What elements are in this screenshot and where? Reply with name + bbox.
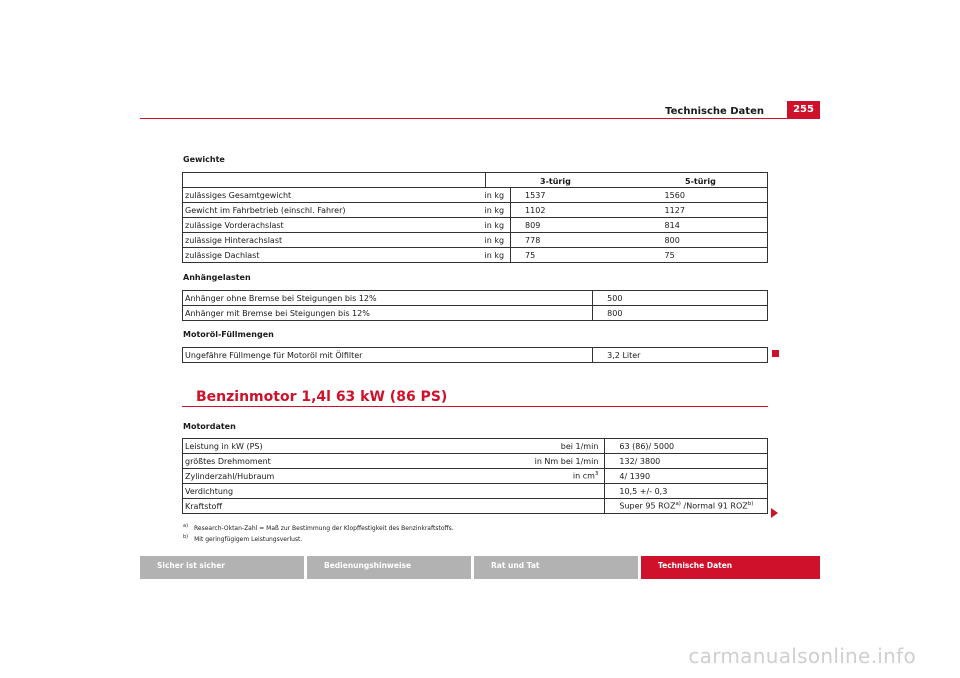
- row-unit: [582, 306, 593, 321]
- row-label: zulässige Vorderachslast: [183, 218, 483, 233]
- footnote-ref-a: a): [675, 501, 681, 508]
- footnote-mark-a: a): [183, 523, 189, 529]
- table-row: [183, 233, 768, 248]
- row-unit: in kg: [483, 233, 511, 248]
- section-label-motordaten: Motordaten: [183, 422, 236, 431]
- row-value-5-tuerig: 75: [651, 248, 768, 263]
- motordaten-table: [182, 438, 768, 514]
- row-value-5-tuerig: 1127: [651, 203, 768, 218]
- row-value-3-tuerig: 1537: [511, 188, 651, 203]
- section-label-motoroel: Motoröl-Füllmengen: [183, 330, 274, 339]
- anhaengelasten-table: [182, 290, 768, 321]
- table-row: [183, 203, 768, 218]
- fuel-normal: /Normal 91 ROZ: [680, 501, 748, 511]
- section-label-gewichte: Gewichte: [183, 155, 225, 164]
- header-divider: [140, 118, 820, 119]
- table-row: [183, 248, 768, 263]
- row-value: 4/ 1390: [605, 469, 768, 484]
- page-number-badge: 255: [787, 101, 820, 119]
- row-unit: in kg: [483, 248, 511, 263]
- row-label: Ungefähre Füllmenge für Motoröl mit Ölfilter: [183, 348, 583, 363]
- row-value: 500: [593, 291, 768, 306]
- row-unit: in kg: [483, 218, 511, 233]
- row-label: zulässige Dachlast: [183, 248, 483, 263]
- gewichte-header-box: [182, 172, 768, 187]
- row-label: Anhänger mit Bremse bei Steigungen bis 12%: [183, 306, 583, 321]
- row-value: 63 (86)/ 5000: [605, 439, 768, 454]
- row-label: zulässiges Gesamtgewicht: [183, 188, 483, 203]
- row-unit: [582, 348, 593, 363]
- footnote-mark-b: b): [183, 534, 189, 540]
- row-value-5-tuerig: 800: [651, 233, 768, 248]
- row-label: Zylinderzahl/Hubraum: [183, 469, 528, 484]
- row-unit: [527, 484, 605, 499]
- unit-text: in cm: [572, 471, 595, 481]
- table-row: [183, 348, 768, 363]
- section-end-marker: [772, 350, 779, 357]
- row-value: 132/ 3800: [605, 454, 768, 469]
- row-unit: [582, 291, 593, 306]
- nav-tab-bedienungshinweise[interactable]: Bedienungshinweise: [307, 556, 471, 579]
- table-row: [183, 439, 768, 454]
- row-label: Gewicht im Fahrbetrieb (einschl. Fahrer): [183, 203, 483, 218]
- row-value: 800: [593, 306, 768, 321]
- row-unit: [527, 469, 605, 484]
- footnote-ref-b: b): [747, 501, 754, 508]
- row-value-3-tuerig: 75: [511, 248, 651, 263]
- watermark: carmanualsonline.info: [688, 644, 916, 668]
- footnote-text-b: Mit geringfügigem Leistungsverlust.: [194, 536, 303, 543]
- row-unit: in Nm bei 1/min: [527, 454, 605, 469]
- footnote-b: [183, 534, 302, 543]
- row-value-3-tuerig: 778: [511, 233, 651, 248]
- row-value-5-tuerig: 1560: [651, 188, 768, 203]
- heading-divider: [182, 406, 768, 407]
- column-header-3-tuerig: 3-türig: [540, 177, 571, 186]
- gewichte-header-divider: [485, 172, 486, 187]
- table-row: [183, 218, 768, 233]
- column-header-5-tuerig: 5-türig: [685, 177, 716, 186]
- row-value: 10,5 +/- 0,3: [605, 484, 768, 499]
- gewichte-table: [182, 187, 768, 263]
- nav-tab-technische-daten[interactable]: Technische Daten: [641, 556, 820, 579]
- row-unit: in kg: [483, 188, 511, 203]
- table-row: [183, 484, 768, 499]
- table-row: [183, 499, 768, 514]
- engine-heading: Benzinmotor 1,4l 63 kW (86 PS): [196, 389, 448, 405]
- row-label: Anhänger ohne Bremse bei Steigungen bis 12%: [183, 291, 583, 306]
- unit-superscript: 3: [594, 471, 599, 478]
- table-row: [183, 454, 768, 469]
- section-label-anhaengelasten: Anhängelasten: [183, 273, 251, 282]
- row-unit: in kg: [483, 203, 511, 218]
- footnote-a: [183, 523, 454, 532]
- row-label: größtes Drehmoment: [183, 454, 528, 469]
- table-row: [183, 188, 768, 203]
- row-value: 3,2 Liter: [593, 348, 768, 363]
- row-value-5-tuerig: 814: [651, 218, 768, 233]
- page-header-title: Technische Daten: [665, 106, 764, 117]
- fuel-super: Super 95 ROZ: [619, 501, 676, 511]
- row-value: [605, 499, 768, 514]
- row-value-3-tuerig: 809: [511, 218, 651, 233]
- nav-tab-rat-und-tat[interactable]: Rat und Tat: [474, 556, 638, 579]
- row-label: Kraftstoff: [183, 499, 528, 514]
- row-unit: bei 1/min: [527, 439, 605, 454]
- footnote-text-a: Research-Oktan-Zahl = Maß zur Bestimmung der Klopffestigkeit des Benzinkraftstoffs.: [194, 525, 454, 532]
- table-row: [183, 469, 768, 484]
- continue-arrow-icon: [771, 508, 778, 518]
- row-unit: [527, 499, 605, 514]
- row-label: Verdichtung: [183, 484, 528, 499]
- row-label: Leistung in kW (PS): [183, 439, 528, 454]
- row-value-3-tuerig: 1102: [511, 203, 651, 218]
- table-row: [183, 306, 768, 321]
- table-row: [183, 291, 768, 306]
- nav-tab-sicher-ist-sicher[interactable]: Sicher ist sicher: [140, 556, 304, 579]
- motoroel-table: [182, 347, 768, 363]
- row-label: zulässige Hinterachslast: [183, 233, 483, 248]
